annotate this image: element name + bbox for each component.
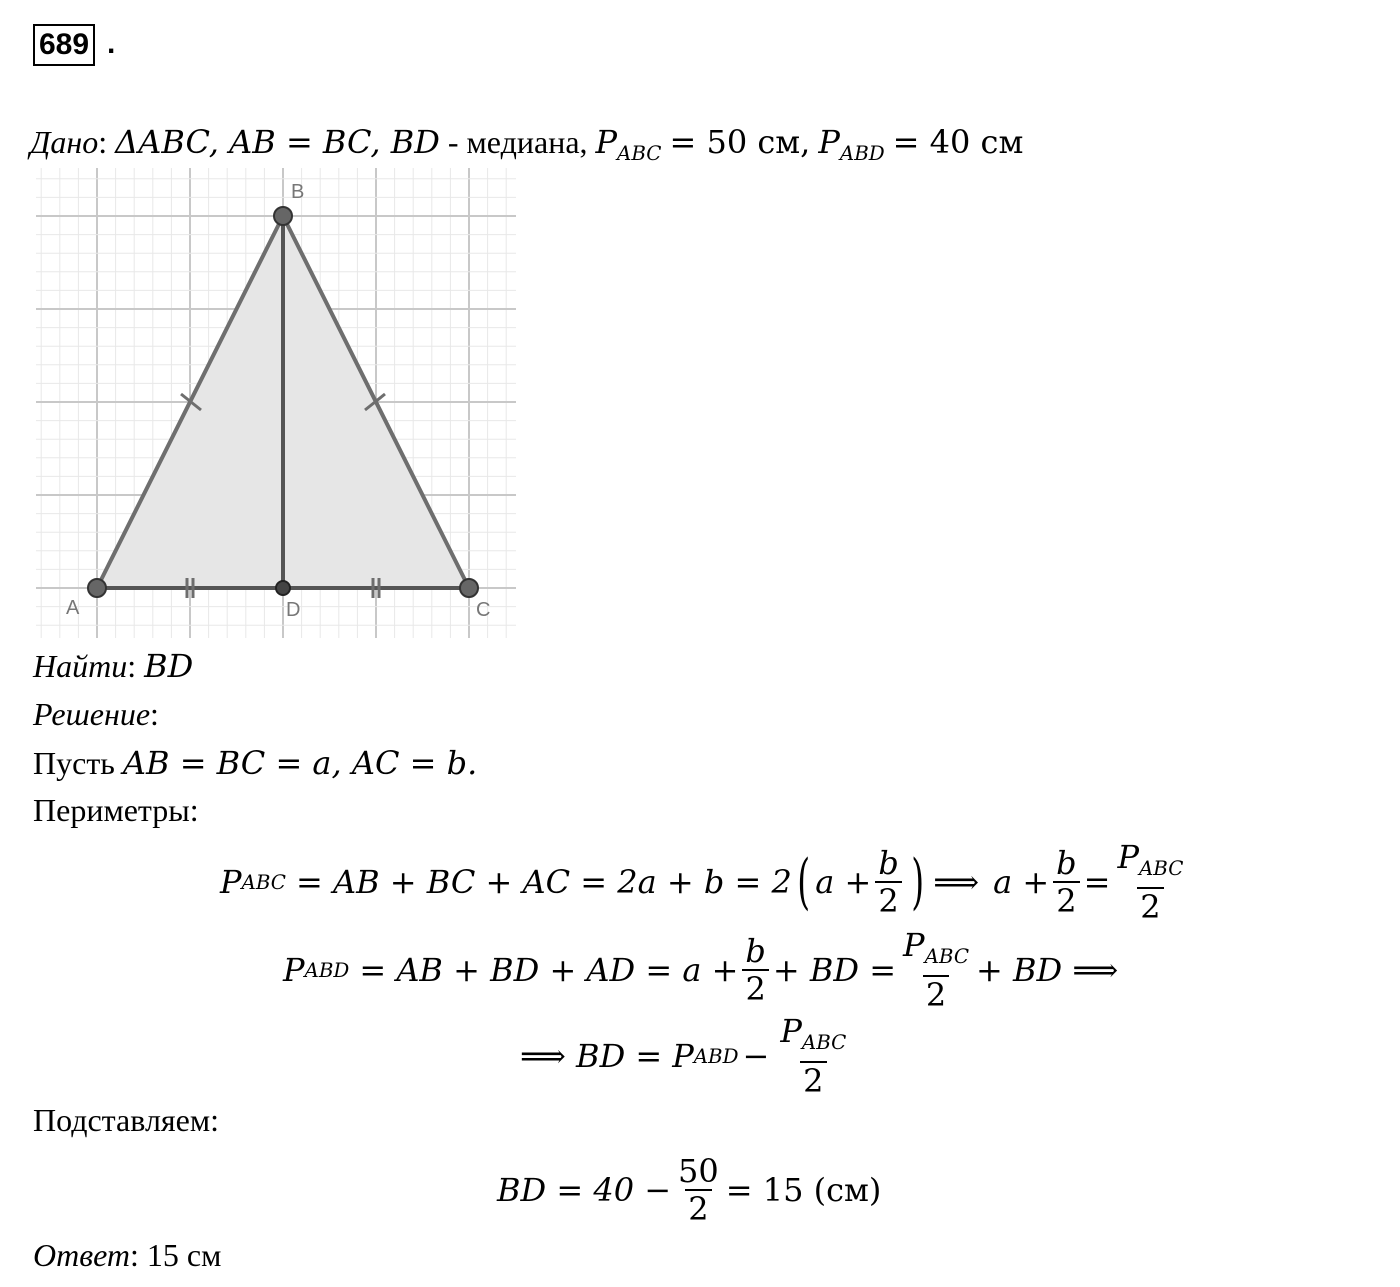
triangle-figure	[36, 168, 516, 638]
find-line: Найти: BD	[33, 647, 194, 685]
answer-label: Ответ	[33, 1237, 130, 1273]
substitute-label: Подставляем:	[33, 1102, 219, 1138]
equation-1	[220, 838, 1190, 926]
eq1-a2: a +	[993, 863, 1050, 901]
eq2-lhs: = AB + BD + AD = a +	[359, 951, 739, 989]
eq1-lhs: = AB + BC + AC = 2a + b = 2	[295, 863, 792, 901]
eq2-mid: + BD =	[772, 951, 897, 989]
eq1-frac-pabc2: $\frac{P_{ABC}}{2}$	[1117, 838, 1184, 926]
label-a: A	[66, 597, 80, 619]
p-abc-symbol: $P_{ABC}$	[595, 123, 662, 165]
eq1-p-abc: P ABC	[220, 863, 286, 901]
p-abc-value: = 50 см,	[669, 123, 811, 161]
answer-value: : 15 см	[130, 1237, 222, 1273]
find-label: Найти	[33, 648, 128, 684]
final-equation	[497, 1146, 881, 1234]
given-median-text: - медиана,	[447, 124, 588, 160]
p-abd-symbol: $P_{ABD}$	[818, 123, 885, 165]
equation-3	[520, 1012, 853, 1100]
let-expr: AB = BC = a, AC = b.	[122, 744, 478, 782]
point-c	[460, 579, 478, 597]
final-lhs: BD = 40 −	[497, 1171, 672, 1209]
eq1-paren-open: (	[797, 847, 810, 917]
eq1-a-plus: a +	[815, 863, 872, 901]
problem-number-dot: .	[107, 27, 116, 60]
point-b	[274, 207, 292, 225]
problem-number: 689	[33, 24, 95, 66]
point-a	[88, 579, 106, 597]
eq2-end: + BD ⟹	[976, 951, 1119, 989]
given-conditions: ΔABC, AB = BC, BD	[115, 123, 440, 161]
given-line: Дано: ΔABC, AB = BC, BD - медиана, $P_{ABC} = 50$ см, $P_{ABD} = 40$ см	[30, 123, 1024, 165]
label-c: C	[476, 599, 491, 621]
eq2-p-abd: P ABD	[283, 951, 350, 989]
label-d: D	[286, 599, 301, 621]
equation-2	[283, 926, 1118, 1014]
final-rhs: = 15 (см)	[725, 1171, 882, 1209]
solution-label: Решение	[33, 696, 151, 732]
eq3-start: ⟹ BD =	[520, 1037, 663, 1075]
answer-line	[33, 1235, 221, 1275]
find-value: BD	[144, 647, 194, 685]
eq3-p-abd: P ABD	[672, 1037, 739, 1075]
solution-line: Решение:	[33, 696, 159, 732]
given-label: Дано	[30, 124, 99, 160]
eq2-frac-b2: $\frac{b}{2}$	[742, 933, 768, 1007]
p-abd-value: = 40 см	[892, 123, 1024, 161]
point-d	[276, 581, 290, 595]
eq1-paren-close: )	[911, 847, 924, 917]
eq2-frac-pabc2: $\frac{P_{ABC}}{2}$	[903, 926, 969, 1014]
eq3-frac-pabc2: $\frac{P_{ABC}}{2}$	[780, 1012, 847, 1100]
perimeters-label: Периметры:	[33, 792, 199, 828]
final-frac: $\frac{50}{2}$	[678, 1152, 719, 1228]
eq1-frac-b2-second: $\frac{b}{2}$	[1053, 845, 1079, 919]
eq3-minus: −	[742, 1037, 770, 1075]
eq1-equals: =	[1083, 863, 1111, 901]
label-b: B	[291, 181, 305, 203]
eq1-implies: ⟹	[933, 863, 980, 901]
let-line	[33, 743, 477, 783]
let-prefix: Пусть	[33, 745, 115, 781]
eq1-frac-b2: $\frac{b}{2}$	[875, 845, 901, 919]
